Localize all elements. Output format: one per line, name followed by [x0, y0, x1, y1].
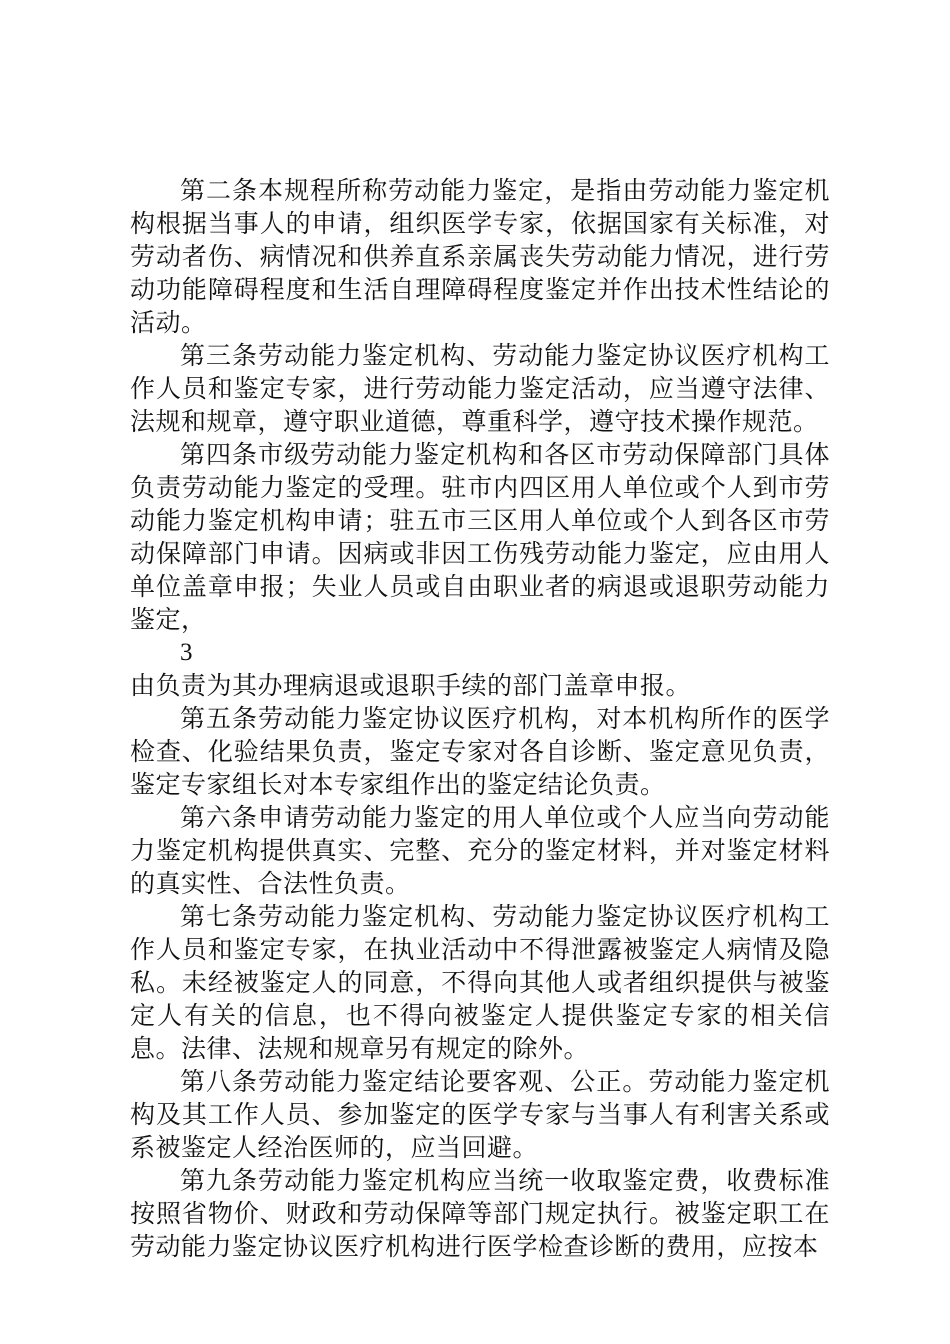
article-2-paragraph: 第二条本规程所称劳动能力鉴定，是指由劳动能力鉴定机构根据当事人的申请，组织医学专家，依据国家有关标准，对劳动者伤、病情况和供养直系亲属丧失劳动能力情况，进行劳动功能障碍程度和生活自理障碍程度鉴定并作出技术性结论的活动。	[130, 176, 830, 337]
article-5-paragraph: 第五条劳动能力鉴定协议医疗机构，对本机构所作的医学检查、化验结果负责，鉴定专家对各自诊断、鉴定意见负责，鉴定专家组长对本专家组作出的鉴定结论负责。	[130, 704, 830, 799]
article-4-paragraph: 第四条市级劳动能力鉴定机构和各区市劳动保障部门具体负责劳动能力鉴定的受理。驻市内四区用人单位或个人到市劳动能力鉴定机构申请；驻五市三区用人单位或个人到各区市劳动保障部门申请。因病或非因工伤残劳动能力鉴定，应由用人单位盖章申报；失业人员或自由职业者的病退或退职劳动能力鉴定，	[130, 440, 830, 634]
article-4-continuation: 由负责为其办理病退或退职手续的部门盖章申报。	[130, 671, 692, 700]
document-page	[130, 174, 830, 1263]
article-6-paragraph: 第六条申请劳动能力鉴定的用人单位或个人应当向劳动能力鉴定机构提供真实、完整、充分的鉴定材料，并对鉴定材料的真实性、合法性负责。	[130, 803, 830, 898]
article-7-paragraph: 第七条劳动能力鉴定机构、劳动能力鉴定协议医疗机构工作人员和鉴定专家，在执业活动中不得泄露被鉴定人病情及隐私。未经被鉴定人的同意，不得向其他人或者组织提供与被鉴定人有关的信息，也不得向被鉴定人提供鉴定专家的相关信息。法律、法规和规章另有规定的除外。	[130, 902, 830, 1063]
article-9-paragraph: 第九条劳动能力鉴定机构应当统一收取鉴定费，收费标准按照省物价、财政和劳动保障等部门规定执行。被鉴定职工在劳动能力鉴定协议医疗机构进行医学检查诊断的费用，应按本	[130, 1166, 830, 1261]
article-8-paragraph: 第八条劳动能力鉴定结论要客观、公正。劳动能力鉴定机构及其工作人员、参加鉴定的医学专家与当事人有利害关系或系被鉴定人经治医师的，应当回避。	[130, 1067, 830, 1162]
page-number: 3	[180, 639, 193, 666]
article-3-paragraph: 第三条劳动能力鉴定机构、劳动能力鉴定协议医疗机构工作人员和鉴定专家，进行劳动能力鉴定活动，应当遵守法律、法规和规章，遵守职业道德，尊重科学，遵守技术操作规范。	[130, 341, 830, 436]
